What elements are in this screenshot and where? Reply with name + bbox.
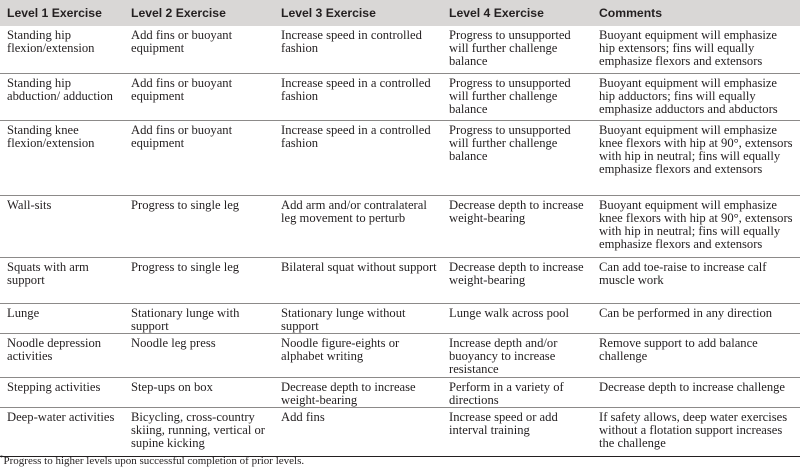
level-2-cell: Add fins or buoyant equipment [131,75,233,103]
level-1-cell: Standing hip flexion/extension [7,28,95,56]
level-2-cell: Noodle leg press [131,335,216,350]
level-1-cell: Wall-sits [7,197,52,212]
level-3-cell: Increase speed in a controlled fashion [281,75,431,103]
level-3-cell: Noodle figure-eights or alphabet writing [281,335,400,364]
level-2-cell: Step-ups on box [131,379,213,394]
comments-cell: Buoyant equipment will emphasize knee flexors with hip at 90°, extensors with hip in neutral; fins will equally emphasize flexors and extensors [599,122,793,177]
table-row [0,195,800,257]
table-row [0,333,800,377]
level-4-cell: Progress to unsupported will further challenge balance [449,122,571,163]
level-4-cell: Decrease depth to increase weight-bearing [449,197,584,225]
level-2-cell: Progress to single leg [131,197,240,212]
comments-cell: Can add toe-raise to increase calf muscle work [599,259,767,287]
table-row [0,73,800,120]
level-4-cell: Progress to unsupported will further challenge balance [449,28,571,69]
level-3-cell: Add arm and/or contralateral leg movement to perturb [281,197,427,225]
comments-cell: Remove support to add balance challenge [599,335,758,364]
comments-cell: Decrease depth to increase challenge [599,379,786,394]
table-row [0,303,800,333]
level-1-cell: Noodle depression activities [7,335,102,364]
table-row [0,257,800,303]
level-3-cell: Stationary lunge without support [281,305,406,333]
header-level-4: Level 4 Exercise [442,0,592,26]
header-level-2: Level 2 Exercise [124,0,274,26]
table-row [0,407,800,456]
level-4-cell: Decrease depth to increase weight-bearing [449,259,584,287]
level-2-cell: Bicycling, cross-country skiing, running, vertical or supine kicking [131,409,265,451]
level-1-cell: Standing hip abduction/ adduction [7,75,113,103]
header-level-3: Level 3 Exercise [274,0,442,26]
level-3-cell: Add fins [281,409,325,424]
level-2-cell: Stationary lunge with support [131,305,240,333]
comments-cell: Buoyant equipment will emphasize knee flexors with hip at 90°, extensors with hip in neutral; fins will equally emphasize flexors and extensors [599,197,793,252]
level-4-cell: Increase speed or add interval training [449,409,558,438]
table-body [0,26,800,456]
footnote-marker: * [0,454,4,462]
level-3-cell: Bilateral squat without support [281,259,437,274]
level-4-cell: Lunge walk across pool [449,305,569,320]
level-2-cell: Progress to single leg [131,259,240,274]
level-4-cell: Progress to unsupported will further challenge balance [449,75,571,116]
level-2-cell: Add fins or buoyant equipment [131,122,233,150]
header-row [0,0,800,26]
comments-cell: Can be performed in any direction [599,305,773,320]
footnote [0,455,304,467]
level-1-cell: Squats with arm support [7,259,89,287]
table-row [0,377,800,407]
level-1-cell: Stepping activities [7,379,101,394]
header-level-1: Level 1 Exercise [0,0,124,26]
comments-cell: Buoyant equipment will emphasize hip adductors; fins will equally emphasize adductors and abductors [599,75,778,116]
level-4-cell: Increase depth and/or buoyancy to increase resistance [449,335,558,377]
level-1-cell: Lunge [7,305,40,320]
level-3-cell: Decrease depth to increase weight-bearing [281,379,416,407]
level-1-cell: Standing knee flexion/extension [7,122,95,150]
footnote-text: Progress to higher levels upon successful completion of prior levels. [3,455,305,467]
comments-cell: Buoyant equipment will emphasize hip extensors; fins will equally emphasize flexors and extensors [599,28,778,69]
level-1-cell: Deep-water activities [7,409,115,424]
table-row [0,120,800,195]
level-3-cell: Increase speed in controlled fashion [281,28,422,56]
header-comments: Comments [592,0,800,26]
table-row [0,26,800,73]
level-2-cell: Add fins or buoyant equipment [131,28,233,56]
comments-cell: If safety allows, deep water exercises without a flotation support increases the challenge [599,409,788,451]
level-3-cell: Increase speed in a controlled fashion [281,122,431,150]
table-header [0,0,800,26]
level-4-cell: Perform in a variety of directions [449,379,564,407]
